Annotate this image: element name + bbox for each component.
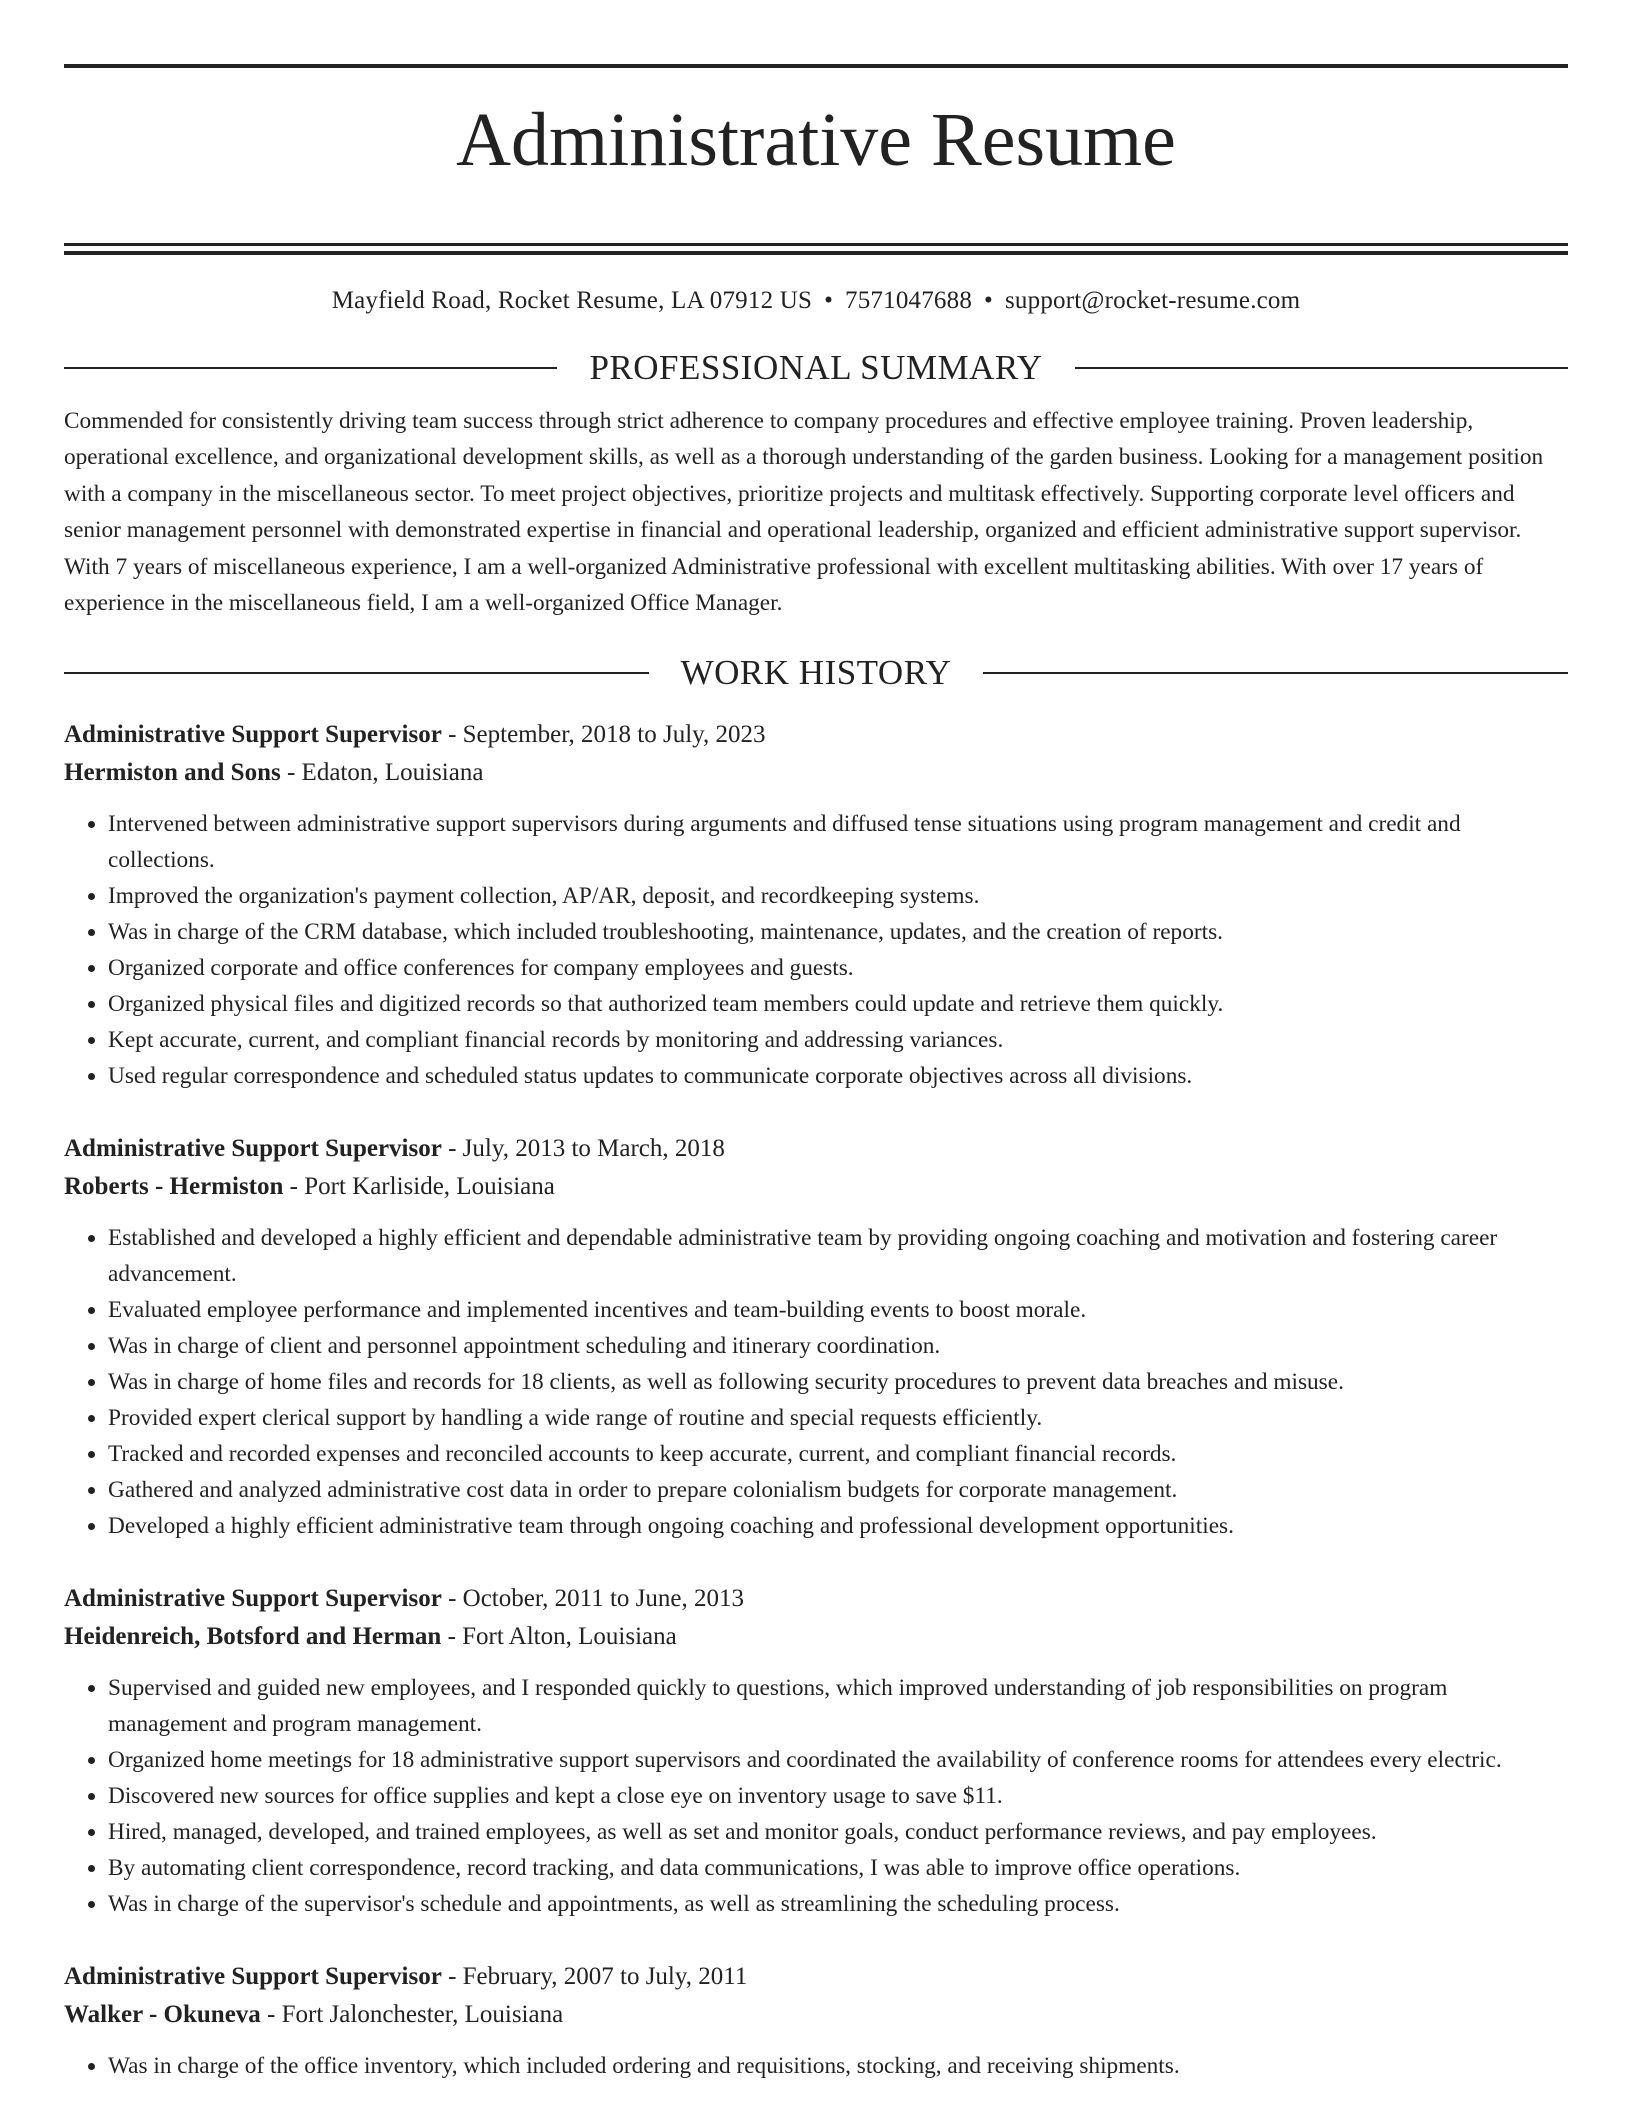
job-bullet: • Established and developed a highly efficient and dependable administrative team by providing ongoing coaching and motivation and fostering career advancement.	[108, 1220, 1568, 1292]
contact-separator: •	[984, 286, 993, 314]
job-bullet: • Was in charge of client and personnel appointment scheduling and itinerary coordination.	[108, 1328, 1568, 1364]
job-bullet: • Kept accurate, current, and compliant financial records by monitoring and addressing variances.	[108, 1022, 1568, 1058]
job-role: Administrative Support Supervisor	[64, 1134, 442, 1162]
job-dates: - September, 2018 to July, 2023	[441, 720, 766, 748]
job-bullet: • Used regular correspondence and scheduled status updates to communicate corporate objectives across all divisions.	[108, 1058, 1568, 1094]
job-company-line	[64, 1168, 1568, 1206]
job-bullet-list	[64, 1220, 1568, 1544]
job-role: Administrative Support Supervisor	[64, 720, 442, 748]
job-location: - Fort Alton, Louisiana	[441, 1622, 677, 1650]
job-bullet: • Organized physical files and digitized records so that authorized team members could update and retrieve them quickly.	[108, 986, 1568, 1022]
contact-separator: •	[824, 286, 834, 314]
job-company: Hermiston and Sons	[64, 758, 281, 786]
job-bullet: • Organized corporate and office conferences for company employees and guests.	[108, 950, 1568, 986]
job-location: - Port Karliside, Louisiana	[283, 1172, 555, 1200]
job-bullet: • Intervened between administrative support supervisors during arguments and diffused tense situations using program management and credit and collections.	[108, 806, 1568, 878]
contact-email: support@rocket-resume.com	[1004, 286, 1301, 314]
job-title-line	[64, 1130, 1568, 1168]
job-dates: - July, 2013 to March, 2018	[441, 1134, 725, 1162]
job-bullet: • Supervised and guided new employees, and I responded quickly to questions, which improved understanding of job responsibilities on program management and program management.	[108, 1670, 1568, 1742]
summary-text: Commended for consistently driving team success through strict adherence to company procedures and effective employee training. Proven leadership, operational excellence, and organizational development skills, as well as a thorough understanding of the garden business. Looking for a management position with a company in the miscellaneous sector. To meet project objectives, prioritize projects and multitask effectively. Supporting corporate level officers and senior management personnel with demonstrated expertise in financial and operational leadership, organized and efficient administrative support supervisor. With 7 years of miscellaneous experience, I am a well-organized Administrative professional with excellent multitasking abilities. With over 17 years of experience in the miscellaneous field, I am a well-organized Office Manager.	[64, 407, 1544, 617]
top-rule	[64, 64, 1568, 68]
job-bullet: • Organized home meetings for 18 administrative support supervisors and coordinated the availability of conference rooms for attendees every electric.	[108, 1742, 1568, 1778]
contact-address: Mayfield Road, Rocket Resume, LA 07912 US	[331, 286, 813, 314]
job-bullet: • Evaluated employee performance and implemented incentives and team-building events to boost morale.	[108, 1292, 1568, 1328]
job-company-line	[64, 754, 1568, 792]
job-list	[64, 716, 1568, 2084]
contact-phone: 7571047688	[845, 286, 973, 314]
job-company: Roberts - Hermiston	[64, 1172, 284, 1200]
job-company-line	[64, 1618, 1568, 1656]
job-bullet: • Tracked and recorded expenses and reconciled accounts to keep accurate, current, and compliant financial records.	[108, 1436, 1568, 1472]
job-company: Heidenreich, Botsford and Herman	[64, 1622, 442, 1650]
job-bullet: • Was in charge of the supervisor's schedule and appointments, as well as streamlining the scheduling process.	[108, 1886, 1568, 1922]
job-dates: - October, 2011 to June, 2013	[441, 1584, 744, 1612]
job-bullet: • By automating client correspondence, record tracking, and data communications, I was able to improve office operations.	[108, 1850, 1568, 1886]
job-bullet: • Was in charge of the CRM database, which included troubleshooting, maintenance, updates, and the creation of reports.	[108, 914, 1568, 950]
job-bullet: • Discovered new sources for office supplies and kept a close eye on inventory usage to save $11.	[108, 1778, 1568, 1814]
resume-title: Administrative Resume	[456, 98, 1176, 182]
job-company: Walker - Okuneva	[64, 2000, 261, 2028]
work-history-heading-text: WORK HISTORY	[680, 652, 952, 692]
title-double-rule	[64, 243, 1568, 255]
contact-line	[64, 287, 1568, 315]
job-bullet-list	[64, 2048, 1568, 2084]
job-bullet: • Provided expert clerical support by handling a wide range of routine and special requests efficiently.	[108, 1400, 1568, 1436]
job-bullet: • Hired, managed, developed, and trained employees, as well as set and monitor goals, conduct performance reviews, and pay employees.	[108, 1814, 1568, 1850]
job-title-line	[64, 1580, 1568, 1618]
job-location: - Edaton, Louisiana	[280, 758, 484, 786]
job-location: - Fort Jalonchester, Louisiana	[260, 2000, 564, 2028]
summary-heading-text: PROFESSIONAL SUMMARY	[589, 347, 1043, 387]
job-role: Administrative Support Supervisor	[64, 1962, 442, 1990]
job-company-line	[64, 1996, 1568, 2034]
heading-rule-right	[1075, 367, 1568, 369]
resume-page	[64, 0, 1568, 2084]
work-history-heading	[64, 652, 1568, 694]
job-bullet: • Improved the organization's payment collection, AP/AR, deposit, and recordkeeping systems.	[108, 878, 1568, 914]
job-entry	[64, 1580, 1568, 1922]
summary-heading	[64, 347, 1568, 389]
heading-rule-right	[983, 672, 1568, 674]
heading-rule-left	[64, 367, 557, 369]
job-role: Administrative Support Supervisor	[64, 1584, 442, 1612]
heading-rule-left	[64, 672, 649, 674]
job-bullet-list	[64, 1670, 1568, 1922]
job-dates: - February, 2007 to July, 2011	[441, 1962, 748, 1990]
job-bullet-list	[64, 806, 1568, 1094]
job-bullet: • Was in charge of the office inventory, which included ordering and requisitions, stocking, and receiving shipments.	[108, 2048, 1568, 2084]
job-entry	[64, 716, 1568, 1094]
job-bullet: • Developed a highly efficient administrative team through ongoing coaching and professional development opportunities.	[108, 1508, 1568, 1544]
job-title-line	[64, 716, 1568, 754]
job-entry	[64, 1130, 1568, 1544]
job-entry	[64, 1958, 1568, 2084]
job-bullet: • Was in charge of home files and records for 18 clients, as well as following security procedures to prevent data breaches and misuse.	[108, 1364, 1568, 1400]
job-bullet: • Gathered and analyzed administrative cost data in order to prepare colonialism budgets for corporate management.	[108, 1472, 1568, 1508]
job-title-line	[64, 1958, 1568, 1996]
